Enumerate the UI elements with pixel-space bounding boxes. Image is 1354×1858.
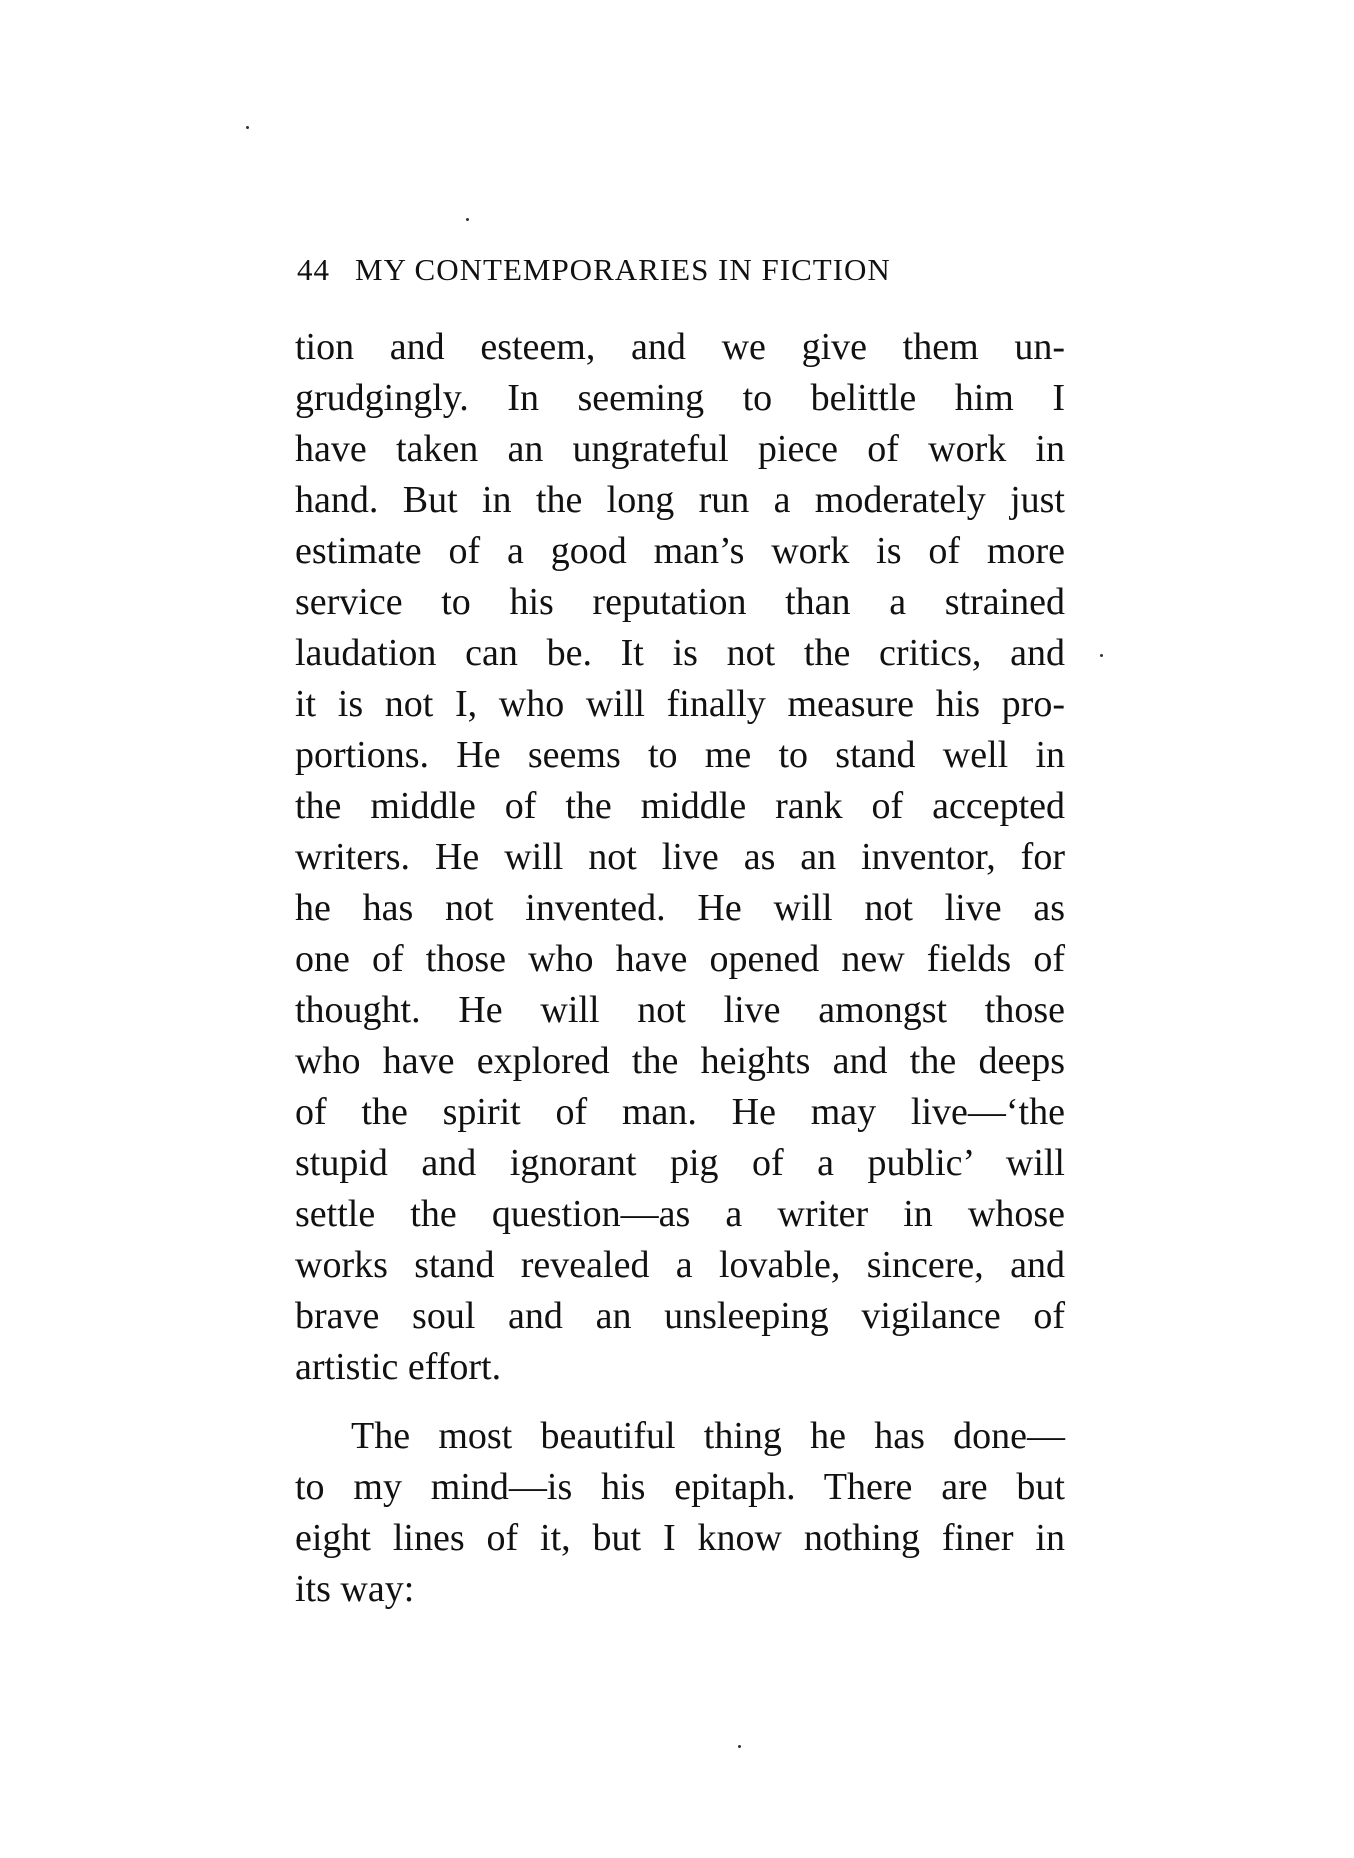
text-line: who have explored the heights and the deeps <box>295 1040 1065 1082</box>
paragraph <box>295 1411 1065 1615</box>
print-speck <box>738 1745 741 1748</box>
print-speck <box>1100 654 1103 657</box>
text-line: of the spirit of man. He may live—‘the <box>295 1091 1065 1133</box>
text-line: one of those who have opened new fields of <box>295 938 1065 980</box>
text-line: grudgingly. In seeming to belittle him I <box>295 377 1065 419</box>
text-line: eight lines of it, but I know nothing finer in <box>295 1517 1065 1559</box>
text-line: artistic effort. <box>295 1346 502 1388</box>
text-line: settle the question—as a writer in whose <box>295 1193 1065 1235</box>
text-line: to my mind—is his epitaph. There are but <box>295 1466 1065 1508</box>
paragraph-gap <box>295 1393 1065 1411</box>
text-line: service to his reputation than a strained <box>295 581 1065 623</box>
text-line: have taken an ungrateful piece of work in <box>295 428 1065 470</box>
running-title: MY CONTEMPORARIES IN FICTION <box>355 252 891 287</box>
text-line: laudation can be. It is not the critics, and <box>295 632 1065 674</box>
print-speck <box>246 126 249 129</box>
text-line: The most beautiful thing he has done— <box>351 1415 1065 1457</box>
text-line: thought. He will not live amongst those <box>295 989 1065 1031</box>
running-head <box>297 252 1057 292</box>
text-line: brave soul and an unsleeping vigilance of <box>295 1295 1065 1337</box>
text-line: its way: <box>295 1568 415 1610</box>
text-line: it is not I, who will finally measure his pro- <box>295 683 1065 725</box>
print-speck <box>466 218 469 221</box>
text-line: estimate of a good man’s work is of more <box>295 530 1065 572</box>
text-line: hand. But in the long run a moderately just <box>295 479 1065 521</box>
text-line: stupid and ignorant pig of a public’ will <box>295 1142 1065 1184</box>
text-line: tion and esteem, and we give them un- <box>295 326 1065 368</box>
text-line: he has not invented. He will not live as <box>295 887 1065 929</box>
paragraph <box>295 322 1065 1393</box>
text-line: portions. He seems to me to stand well in <box>295 734 1065 776</box>
text-line: works stand revealed a lovable, sincere, and <box>295 1244 1065 1286</box>
text-line: writers. He will not live as an inventor, for <box>295 836 1065 878</box>
page-number: 44 <box>297 252 330 287</box>
text-line: the middle of the middle rank of accepted <box>295 785 1065 827</box>
body-text <box>295 322 1065 1615</box>
